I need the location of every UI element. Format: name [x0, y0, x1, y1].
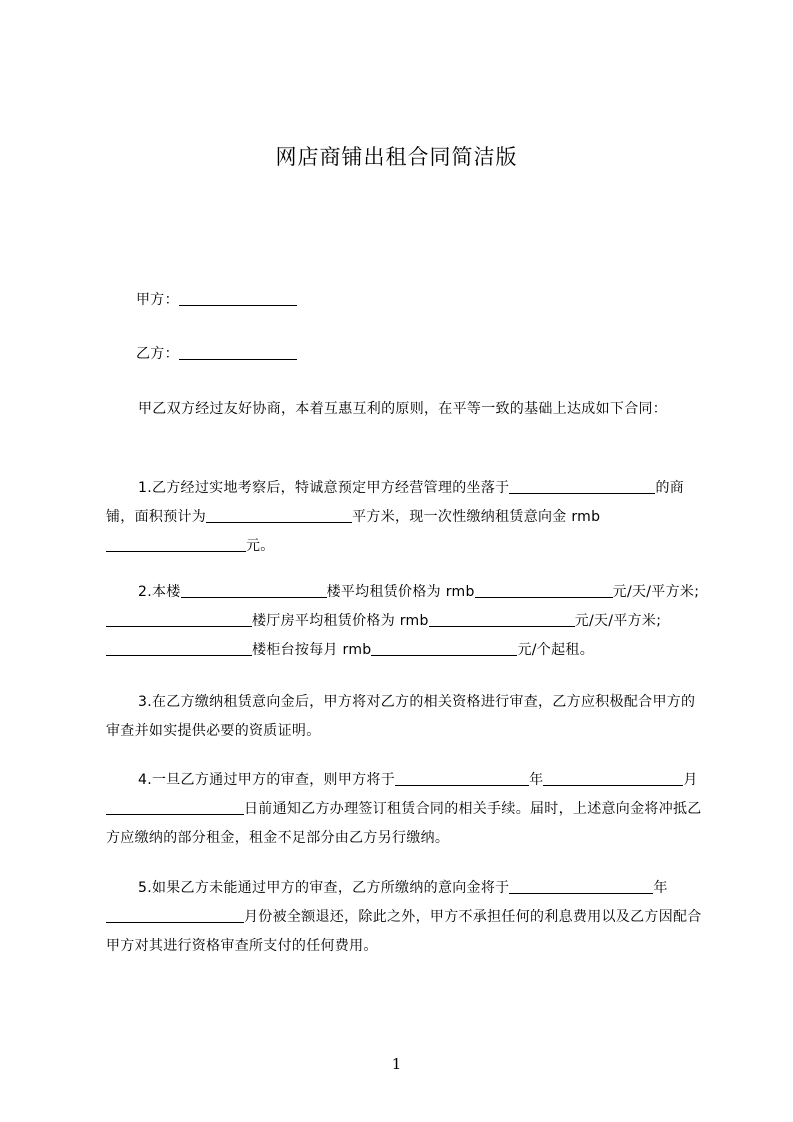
- clause-2-text-d: 楼厅房平均租赁价格为 rmb: [252, 613, 429, 629]
- clause-2-text-e: 元/天/平方米;: [574, 613, 662, 629]
- clause-1-text-d: 元。: [246, 538, 275, 554]
- location-blank[interactable]: [509, 478, 655, 494]
- clause-2: [106, 578, 702, 665]
- price-blank-3[interactable]: [371, 640, 517, 656]
- clause-3-text: 3.在乙方缴纳租赁意向金后，甲方将对乙方的相关资格进行审查，乙方应积极配合甲方的审查并如实提供必要的资质证明。: [106, 694, 696, 739]
- clause-5: [106, 874, 702, 961]
- price-blank-2[interactable]: [429, 611, 575, 627]
- page-number: 1: [391, 1055, 402, 1073]
- party-b-label: 乙方：: [136, 346, 179, 362]
- floor-blank-1[interactable]: [181, 582, 327, 598]
- clause-2-text-f: 楼柜台按每月 rmb: [252, 642, 372, 658]
- clause-5-text-b: 年: [653, 880, 668, 896]
- party-b-line: [106, 340, 702, 369]
- party-a-blank[interactable]: [179, 290, 297, 306]
- clause-1-text-c: 平方米，现一次性缴纳租赁意向金 rmb: [352, 509, 601, 525]
- month-blank-2[interactable]: [106, 907, 244, 923]
- clause-2-text-b: 楼平均租赁价格为 rmb: [326, 584, 475, 600]
- floor-blank-2[interactable]: [106, 611, 252, 627]
- clause-1: [106, 474, 702, 561]
- intro-paragraph: [106, 395, 702, 424]
- party-a-line: [106, 286, 702, 315]
- year-blank-2[interactable]: [509, 878, 653, 894]
- intro-text: 甲乙双方经过友好协商，本着互惠互利的原则，在平等一致的基础上达成如下合同：: [138, 401, 668, 417]
- deposit-blank[interactable]: [106, 536, 246, 552]
- clause-4-text-c: 月: [683, 772, 698, 788]
- clause-2-text-c: 元/天/平方米;: [612, 584, 700, 600]
- price-blank-1[interactable]: [475, 582, 613, 598]
- clause-4-text-d: 日前通知乙方办理签订租赁合同的相关手续。届时，上述意向金将冲抵乙方应缴纳的部分租金，租金不足部分由乙方另行缴纳。: [106, 801, 702, 846]
- clause-4-text-b: 年: [529, 772, 544, 788]
- clause-3: [106, 688, 702, 746]
- clause-1-text-a: 1.乙方经过实地考察后，特诚意预定甲方经营管理的坐落于: [138, 480, 510, 496]
- month-blank-1[interactable]: [543, 770, 683, 786]
- document-title: 网店商铺出租合同简洁版: [275, 145, 518, 169]
- clause-2-text-g: 元/个起租。: [517, 642, 595, 658]
- floor-blank-3[interactable]: [106, 640, 252, 656]
- clause-4: [106, 766, 702, 853]
- clause-5-text-c: 月份被全额退还，除此之外，甲方不承担任何的利息费用以及乙方因配合甲方对其进行资格审查所支付的任何费用。: [106, 909, 702, 954]
- area-blank[interactable]: [206, 507, 352, 523]
- party-b-blank[interactable]: [179, 344, 297, 360]
- clause-5-text-a: 5.如果乙方未能通过甲方的审查，乙方所缴纳的意向金将于: [138, 880, 510, 896]
- clause-2-text-a: 2.本楼: [138, 584, 181, 600]
- year-blank-1[interactable]: [395, 770, 529, 786]
- clause-1-text-b: 的商铺，面积预计为: [106, 480, 685, 525]
- clause-4-text-a: 4.一旦乙方通过甲方的审查，则甲方将于: [138, 772, 396, 788]
- day-blank-1[interactable]: [106, 799, 244, 815]
- party-a-label: 甲方：: [136, 292, 179, 308]
